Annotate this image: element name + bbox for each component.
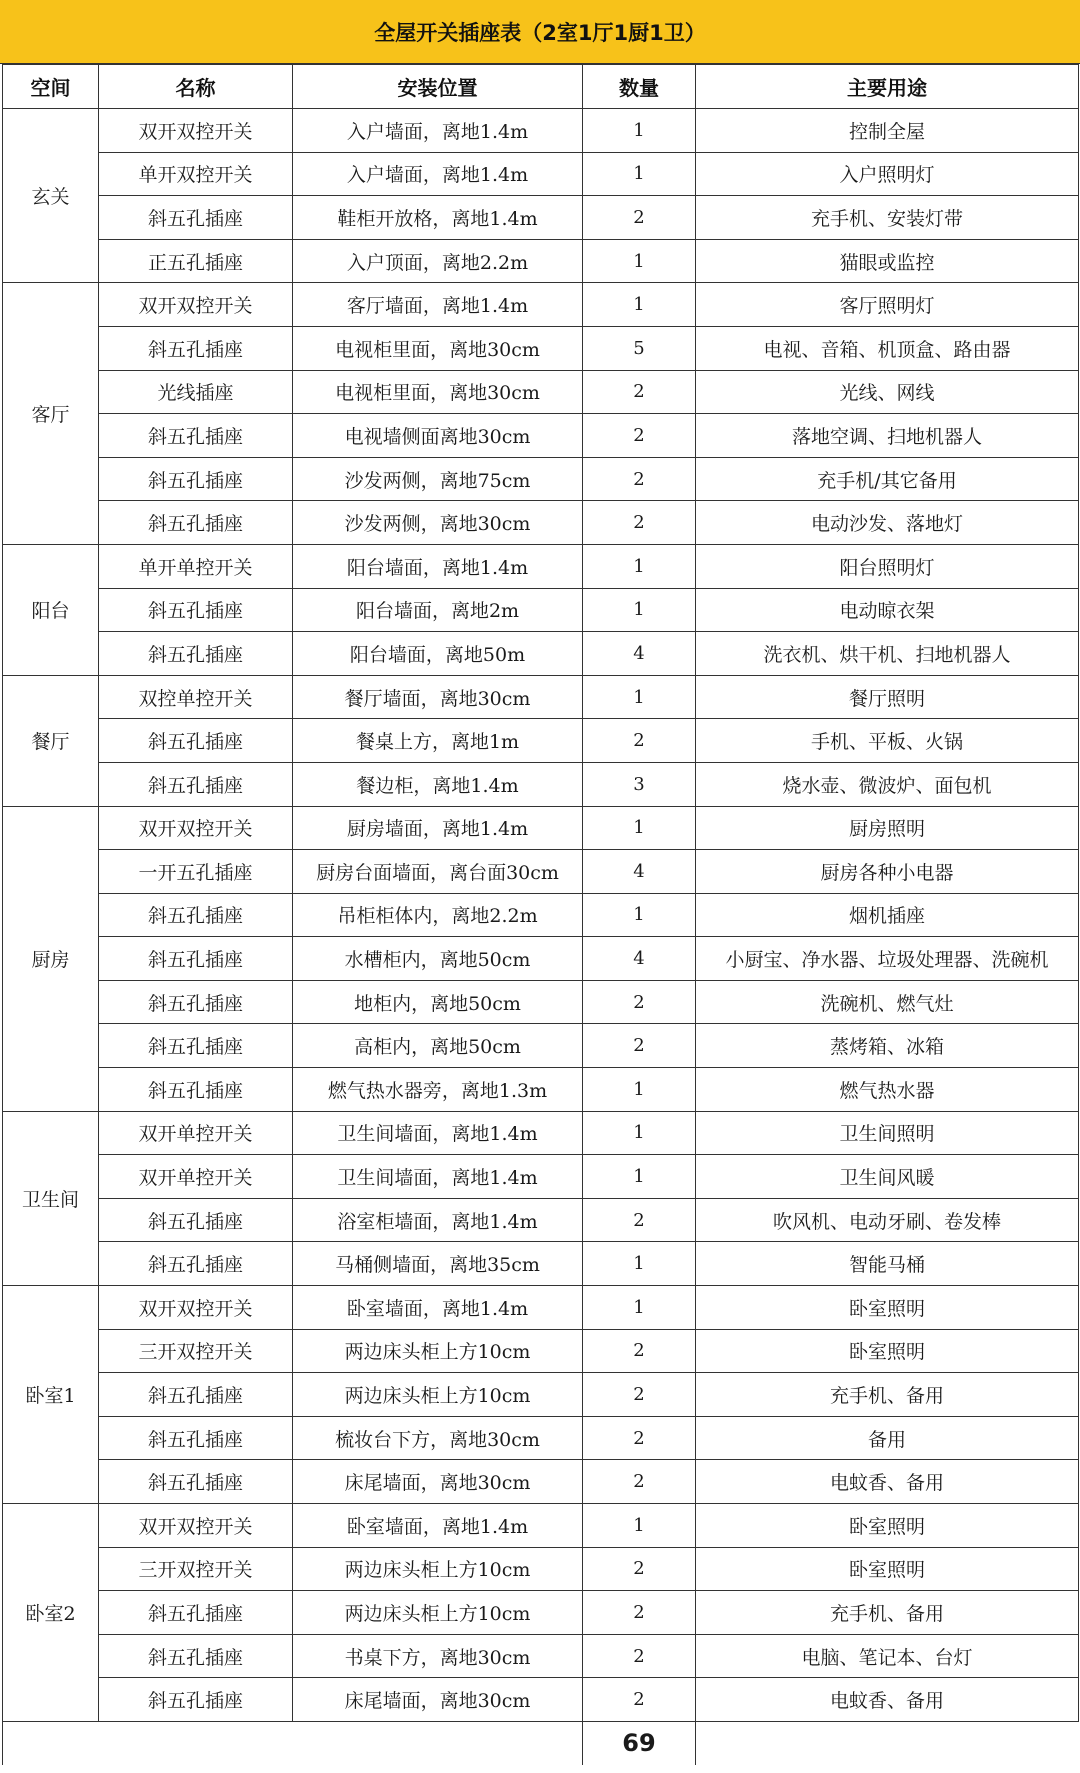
quantity-cell: 5 xyxy=(583,326,696,370)
name-cell: 斜五孔插座 xyxy=(99,501,293,545)
space-cell: 厨房 xyxy=(3,806,99,1111)
quantity-cell: 1 xyxy=(583,239,696,283)
usage-cell: 卧室照明 xyxy=(696,1547,1079,1591)
name-cell: 斜五孔插座 xyxy=(99,457,293,501)
name-cell: 双控单控开关 xyxy=(99,675,293,719)
name-cell: 正五孔插座 xyxy=(99,239,293,283)
name-cell: 光线插座 xyxy=(99,370,293,414)
total-row xyxy=(3,1721,1079,1765)
quantity-cell: 2 xyxy=(583,414,696,458)
name-cell: 斜五孔插座 xyxy=(99,632,293,676)
usage-cell: 手机、平板、火锅 xyxy=(696,719,1079,763)
usage-cell: 充手机/其它备用 xyxy=(696,457,1079,501)
table-row xyxy=(3,806,1079,850)
table-row xyxy=(3,1111,1079,1155)
table-row xyxy=(3,762,1079,806)
table-row xyxy=(3,1678,1079,1722)
location-cell: 书桌下方，离地30cm xyxy=(293,1634,583,1678)
name-cell: 单开单控开关 xyxy=(99,544,293,588)
table-row xyxy=(3,239,1079,283)
table-row xyxy=(3,1329,1079,1373)
usage-cell: 电蚊香、备用 xyxy=(696,1460,1079,1504)
usage-cell: 电蚊香、备用 xyxy=(696,1678,1079,1722)
space-cell: 餐厅 xyxy=(3,675,99,806)
name-cell: 斜五孔插座 xyxy=(99,762,293,806)
location-cell: 阳台墙面，离地2m xyxy=(293,588,583,632)
table-row xyxy=(3,152,1079,196)
space-cell: 卧室1 xyxy=(3,1286,99,1504)
name-cell: 斜五孔插座 xyxy=(99,1416,293,1460)
quantity-cell: 1 xyxy=(583,1286,696,1330)
usage-cell: 烧水壶、微波炉、面包机 xyxy=(696,762,1079,806)
name-cell: 斜五孔插座 xyxy=(99,1068,293,1112)
usage-cell: 阳台照明灯 xyxy=(696,544,1079,588)
table-row xyxy=(3,1198,1079,1242)
quantity-cell: 3 xyxy=(583,762,696,806)
table-row xyxy=(3,326,1079,370)
header-name: 名称 xyxy=(99,65,293,109)
quantity-cell: 2 xyxy=(583,196,696,240)
name-cell: 双开双控开关 xyxy=(99,283,293,327)
table-row xyxy=(3,196,1079,240)
name-cell: 三开双控开关 xyxy=(99,1329,293,1373)
space-cell: 卫生间 xyxy=(3,1111,99,1285)
quantity-cell: 2 xyxy=(583,980,696,1024)
name-cell: 斜五孔插座 xyxy=(99,1591,293,1635)
quantity-cell: 2 xyxy=(583,457,696,501)
name-cell: 双开双控开关 xyxy=(99,806,293,850)
quantity-cell: 2 xyxy=(583,1678,696,1722)
quantity-cell: 4 xyxy=(583,850,696,894)
name-cell: 斜五孔插座 xyxy=(99,588,293,632)
location-cell: 鞋柜开放格，离地1.4m xyxy=(293,196,583,240)
usage-cell: 小厨宝、净水器、垃圾处理器、洗碗机 xyxy=(696,937,1079,981)
table-row xyxy=(3,719,1079,763)
usage-cell: 烟机插座 xyxy=(696,893,1079,937)
usage-cell: 厨房各种小电器 xyxy=(696,850,1079,894)
name-cell: 双开双控开关 xyxy=(99,1504,293,1548)
header-space: 空间 xyxy=(3,65,99,109)
location-cell: 电视墙侧面离地30cm xyxy=(293,414,583,458)
location-cell: 电视柜里面，离地30cm xyxy=(293,326,583,370)
table-row xyxy=(3,414,1079,458)
name-cell: 双开双控开关 xyxy=(99,109,293,153)
location-cell: 卧室墙面，离地1.4m xyxy=(293,1504,583,1548)
table-row xyxy=(3,1591,1079,1635)
table-row xyxy=(3,675,1079,719)
name-cell: 斜五孔插座 xyxy=(99,1460,293,1504)
location-cell: 两边床头柜上方10cm xyxy=(293,1547,583,1591)
usage-cell: 卧室照明 xyxy=(696,1329,1079,1373)
header-location: 安装位置 xyxy=(293,65,583,109)
location-cell: 燃气热水器旁，离地1.3m xyxy=(293,1068,583,1112)
table-row xyxy=(3,1460,1079,1504)
location-cell: 沙发两侧，离地30cm xyxy=(293,501,583,545)
location-cell: 餐桌上方，离地1m xyxy=(293,719,583,763)
table-row xyxy=(3,850,1079,894)
switch-socket-table xyxy=(2,64,1079,1765)
usage-cell: 电动沙发、落地灯 xyxy=(696,501,1079,545)
name-cell: 斜五孔插座 xyxy=(99,937,293,981)
table-row xyxy=(3,632,1079,676)
quantity-cell: 2 xyxy=(583,1591,696,1635)
usage-cell: 落地空调、扫地机器人 xyxy=(696,414,1079,458)
table-row xyxy=(3,1416,1079,1460)
quantity-cell: 1 xyxy=(583,109,696,153)
usage-cell: 客厅照明灯 xyxy=(696,283,1079,327)
location-cell: 卫生间墙面，离地1.4m xyxy=(293,1155,583,1199)
usage-cell: 猫眼或监控 xyxy=(696,239,1079,283)
usage-cell: 洗碗机、燃气灶 xyxy=(696,980,1079,1024)
table-row xyxy=(3,501,1079,545)
quantity-cell: 1 xyxy=(583,1068,696,1112)
table-row xyxy=(3,1068,1079,1112)
usage-cell: 电视、音箱、机顶盒、路由器 xyxy=(696,326,1079,370)
quantity-cell: 2 xyxy=(583,719,696,763)
location-cell: 床尾墙面，离地30cm xyxy=(293,1678,583,1722)
name-cell: 斜五孔插座 xyxy=(99,1024,293,1068)
table-row xyxy=(3,1634,1079,1678)
usage-cell: 充手机、备用 xyxy=(696,1373,1079,1417)
location-cell: 客厅墙面，离地1.4m xyxy=(293,283,583,327)
usage-cell: 光线、网线 xyxy=(696,370,1079,414)
location-cell: 水槽柜内，离地50cm xyxy=(293,937,583,981)
usage-cell: 卫生间风暖 xyxy=(696,1155,1079,1199)
location-cell: 厨房墙面，离地1.4m xyxy=(293,806,583,850)
quantity-cell: 2 xyxy=(583,1547,696,1591)
location-cell: 床尾墙面，离地30cm xyxy=(293,1460,583,1504)
usage-cell: 备用 xyxy=(696,1416,1079,1460)
usage-cell: 蒸烤箱、冰箱 xyxy=(696,1024,1079,1068)
usage-cell: 卧室照明 xyxy=(696,1504,1079,1548)
table-row xyxy=(3,588,1079,632)
name-cell: 斜五孔插座 xyxy=(99,893,293,937)
location-cell: 沙发两侧，离地75cm xyxy=(293,457,583,501)
location-cell: 电视柜里面，离地30cm xyxy=(293,370,583,414)
location-cell: 厨房台面墙面，离台面30cm xyxy=(293,850,583,894)
name-cell: 双开单控开关 xyxy=(99,1111,293,1155)
header-usage: 主要用途 xyxy=(696,65,1079,109)
name-cell: 斜五孔插座 xyxy=(99,414,293,458)
usage-cell: 燃气热水器 xyxy=(696,1068,1079,1112)
location-cell: 阳台墙面，离地1.4m xyxy=(293,544,583,588)
location-cell: 入户墙面，离地1.4m xyxy=(293,109,583,153)
quantity-cell: 2 xyxy=(583,1634,696,1678)
usage-cell: 吹风机、电动牙刷、卷发棒 xyxy=(696,1198,1079,1242)
quantity-cell: 1 xyxy=(583,806,696,850)
location-cell: 吊柜柜体内，离地2.2m xyxy=(293,893,583,937)
quantity-cell: 1 xyxy=(583,152,696,196)
table-row xyxy=(3,370,1079,414)
table-body xyxy=(3,109,1079,1765)
location-cell: 阳台墙面，离地50m xyxy=(293,632,583,676)
quantity-cell: 2 xyxy=(583,370,696,414)
usage-cell: 卫生间照明 xyxy=(696,1111,1079,1155)
space-cell: 客厅 xyxy=(3,283,99,545)
quantity-cell: 1 xyxy=(583,1504,696,1548)
name-cell: 一开五孔插座 xyxy=(99,850,293,894)
quantity-cell: 4 xyxy=(583,632,696,676)
quantity-cell: 1 xyxy=(583,1111,696,1155)
space-cell: 玄关 xyxy=(3,109,99,283)
header-quantity: 数量 xyxy=(583,65,696,109)
location-cell: 地柜内，离地50cm xyxy=(293,980,583,1024)
table-row xyxy=(3,937,1079,981)
name-cell: 单开双控开关 xyxy=(99,152,293,196)
location-cell: 入户顶面，离地2.2m xyxy=(293,239,583,283)
table-row xyxy=(3,893,1079,937)
location-cell: 餐厅墙面，离地30cm xyxy=(293,675,583,719)
location-cell: 高柜内，离地50cm xyxy=(293,1024,583,1068)
space-cell: 卧室2 xyxy=(3,1504,99,1722)
name-cell: 双开单控开关 xyxy=(99,1155,293,1199)
table-row xyxy=(3,457,1079,501)
name-cell: 斜五孔插座 xyxy=(99,1198,293,1242)
table-row xyxy=(3,109,1079,153)
name-cell: 斜五孔插座 xyxy=(99,1242,293,1286)
usage-cell: 充手机、备用 xyxy=(696,1591,1079,1635)
usage-cell: 智能马桶 xyxy=(696,1242,1079,1286)
table-title: 全屋开关插座表（2室1厅1厨1卫） xyxy=(0,0,1080,64)
table-row xyxy=(3,1373,1079,1417)
location-cell: 两边床头柜上方10cm xyxy=(293,1329,583,1373)
table-row xyxy=(3,980,1079,1024)
usage-cell: 洗衣机、烘干机、扫地机器人 xyxy=(696,632,1079,676)
quantity-cell: 2 xyxy=(583,1460,696,1504)
usage-cell: 卧室照明 xyxy=(696,1286,1079,1330)
quantity-cell: 2 xyxy=(583,1198,696,1242)
location-cell: 马桶侧墙面，离地35cm xyxy=(293,1242,583,1286)
quantity-cell: 4 xyxy=(583,937,696,981)
quantity-cell: 2 xyxy=(583,1329,696,1373)
location-cell: 浴室柜墙面，离地1.4m xyxy=(293,1198,583,1242)
table-row xyxy=(3,1155,1079,1199)
usage-cell: 电动晾衣架 xyxy=(696,588,1079,632)
quantity-cell: 1 xyxy=(583,1242,696,1286)
space-cell: 阳台 xyxy=(3,544,99,675)
name-cell: 斜五孔插座 xyxy=(99,980,293,1024)
name-cell: 斜五孔插座 xyxy=(99,1634,293,1678)
quantity-cell: 1 xyxy=(583,893,696,937)
usage-cell: 餐厅照明 xyxy=(696,675,1079,719)
usage-cell: 入户照明灯 xyxy=(696,152,1079,196)
location-cell: 卧室墙面，离地1.4m xyxy=(293,1286,583,1330)
location-cell: 餐边柜，离地1.4m xyxy=(293,762,583,806)
location-cell: 梳妆台下方，离地30cm xyxy=(293,1416,583,1460)
quantity-cell: 1 xyxy=(583,283,696,327)
quantity-cell: 2 xyxy=(583,1373,696,1417)
name-cell: 双开双控开关 xyxy=(99,1286,293,1330)
usage-cell: 充手机、安装灯带 xyxy=(696,196,1079,240)
quantity-cell: 2 xyxy=(583,501,696,545)
location-cell: 入户墙面，离地1.4m xyxy=(293,152,583,196)
table-row xyxy=(3,544,1079,588)
table-row xyxy=(3,283,1079,327)
quantity-cell: 2 xyxy=(583,1024,696,1068)
header-row xyxy=(3,65,1079,109)
name-cell: 斜五孔插座 xyxy=(99,719,293,763)
name-cell: 斜五孔插座 xyxy=(99,326,293,370)
location-cell: 两边床头柜上方10cm xyxy=(293,1373,583,1417)
name-cell: 斜五孔插座 xyxy=(99,1678,293,1722)
table-row xyxy=(3,1504,1079,1548)
name-cell: 斜五孔插座 xyxy=(99,1373,293,1417)
location-cell: 卫生间墙面，离地1.4m xyxy=(293,1111,583,1155)
quantity-cell: 1 xyxy=(583,675,696,719)
quantity-cell: 1 xyxy=(583,1155,696,1199)
table-row xyxy=(3,1286,1079,1330)
quantity-cell: 2 xyxy=(583,1416,696,1460)
total-quantity: 69 xyxy=(583,1721,696,1765)
table-row xyxy=(3,1024,1079,1068)
quantity-cell: 1 xyxy=(583,588,696,632)
table-row xyxy=(3,1242,1079,1286)
name-cell: 斜五孔插座 xyxy=(99,196,293,240)
usage-cell: 控制全屋 xyxy=(696,109,1079,153)
usage-cell: 电脑、笔记本、台灯 xyxy=(696,1634,1079,1678)
name-cell: 三开双控开关 xyxy=(99,1547,293,1591)
usage-cell: 厨房照明 xyxy=(696,806,1079,850)
table-row xyxy=(3,1547,1079,1591)
quantity-cell: 1 xyxy=(583,544,696,588)
blank-cell xyxy=(3,1721,583,1765)
location-cell: 两边床头柜上方10cm xyxy=(293,1591,583,1635)
blank-cell xyxy=(696,1721,1079,1765)
